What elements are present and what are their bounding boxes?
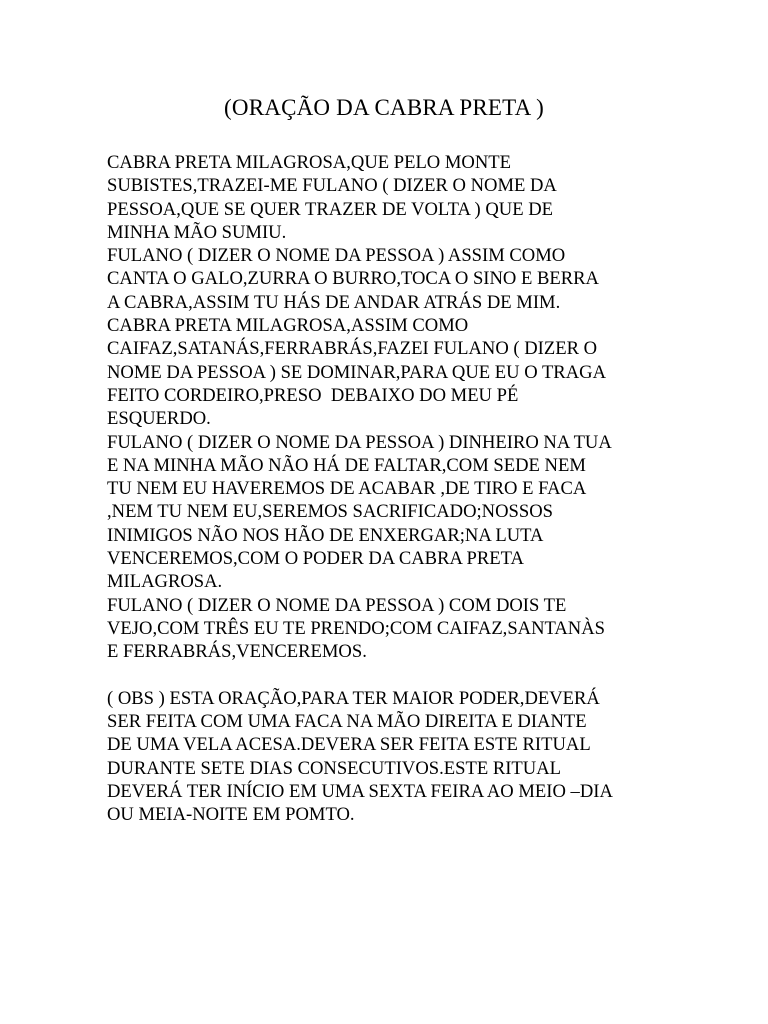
text-line: CABRA PRETA MILAGROSA,QUE PELO MONTE [107, 152, 511, 173]
text-line: FULANO ( DIZER O NOME DA PESSOA ) DINHEIRO NA TUA [107, 431, 612, 453]
note-line: DEVERÁ TER INÍCIO EM UMA SEXTA FEIRA AO MEIO –DIA [107, 781, 613, 803]
text-line: CABRA PRETA MILAGROSA,ASSIM COMO [107, 315, 469, 337]
text-line: A CABRA,ASSIM TU HÁS DE ANDAR ATRÁS DE MIM. [107, 291, 561, 313]
text-line: MILAGROSA. [107, 571, 223, 593]
text-line: ESQUERDO. [107, 408, 211, 430]
text-line: VENCEREMOS,COM O PODER DA CABRA PRETA [107, 548, 524, 570]
note-line: DURANTE SETE DIAS CONSECUTIVOS.ESTE RITUAL [107, 757, 561, 779]
text-line: SUBISTES,TRAZEI-ME FULANO ( DIZER O NOME DA [107, 175, 557, 197]
note-line: ( OBS ) ESTA ORAÇÃO,PARA TER MAIOR PODER,DEVERÁ [107, 687, 600, 709]
text-line: VEJO,COM TRÊS EU TE PRENDO;COM CAIFAZ,SANTANÀS [107, 617, 606, 639]
document-title: (ORAÇÃO DA CABRA PRETA ) [224, 95, 544, 120]
note-line: OU MEIA-NOITE EM POMTO. [107, 804, 355, 826]
text-line: FULANO ( DIZER O NOME DA PESSOA ) COM DOIS TE [107, 594, 567, 616]
text-line: PESSOA,QUE SE QUER TRAZER DE VOLTA ) QUE DE [107, 198, 553, 220]
paragraph-gap [107, 664, 667, 687]
note-line: SER FEITA COM UMA FACA NA MÃO DIREITA E DIANTE [107, 711, 587, 733]
text-line: CANTA O GALO,ZURRA O BURRO,TOCA O SINO E BERRA [107, 268, 599, 290]
text-line: E FERRABRÁS,VENCEREMOS. [107, 641, 367, 663]
text-line: FEITO CORDEIRO,PRESO DEBAIXO DO MEU PÉ [107, 384, 519, 406]
document-body [107, 151, 667, 827]
text-line: MINHA MÃO SUMIU. [107, 221, 287, 243]
text-line: ,NEM TU NEM EU,SEREMOS SACRIFICADO;NOSSOS [107, 501, 553, 523]
text-line: E NA MINHA MÃO NÃO HÁ DE FALTAR,COM SEDE NEM [107, 454, 586, 476]
text-line: FULANO ( DIZER O NOME DA PESSOA ) ASSIM COMO [107, 245, 566, 267]
text-line: NOME DA PESSOA ) SE DOMINAR,PARA QUE EU O TRAGA [107, 361, 606, 383]
text-line: INIMIGOS NÃO NOS HÃO DE ENXERGAR;NA LUTA [107, 524, 544, 546]
text-line: TU NEM EU HAVEREMOS DE ACABAR ,DE TIRO E FACA [107, 478, 587, 500]
text-line: CAIFAZ,SATANÁS,FERRABRÁS,FAZEI FULANO ( DIZER O [107, 338, 598, 360]
note-line: DE UMA VELA ACESA.DEVERA SER FEITA ESTE RITUAL [107, 734, 591, 756]
